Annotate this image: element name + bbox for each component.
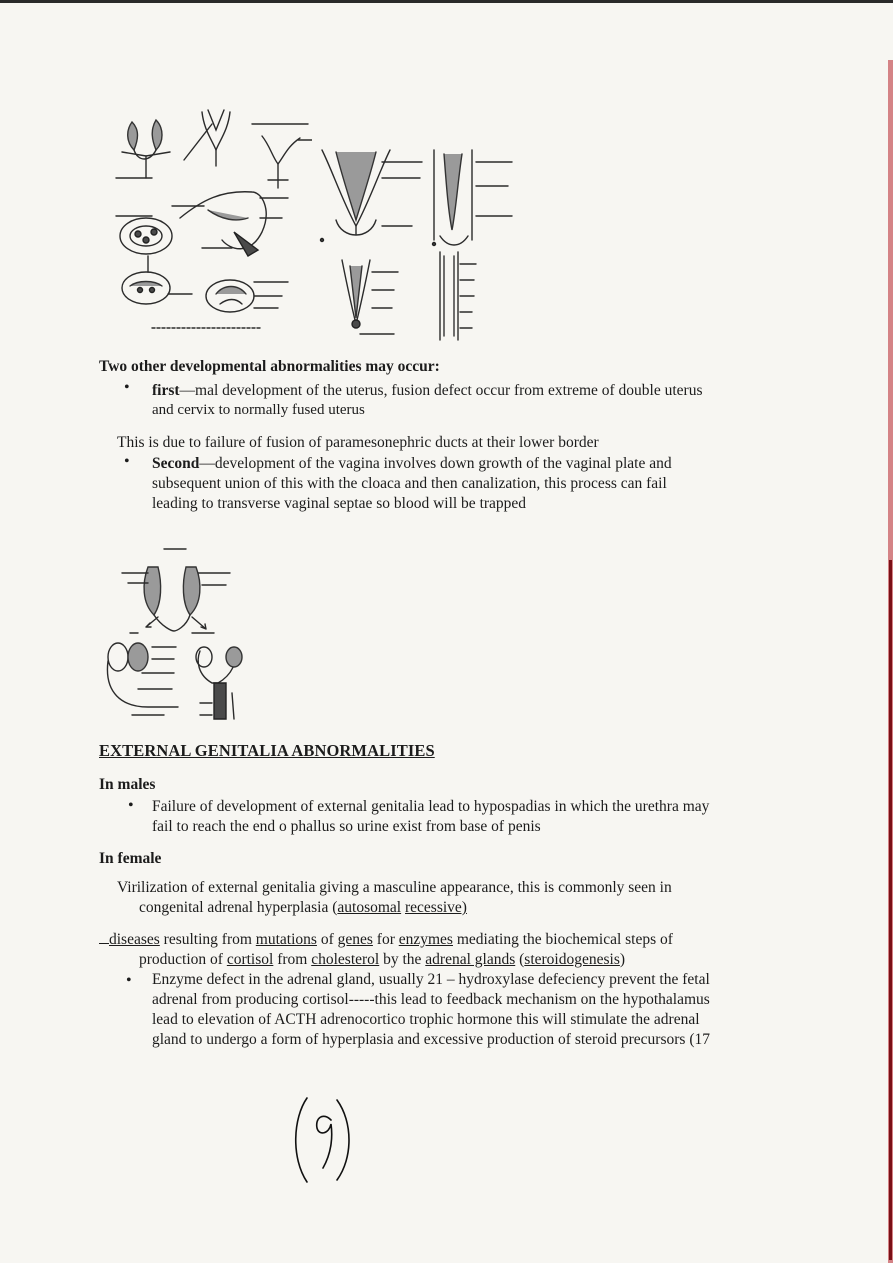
uterus-development-figure [112,100,312,340]
female-heading: In female [99,850,162,867]
males-heading: In males [99,776,156,793]
enzyme-line-1: Enzyme defect in the adrenal gland, usually 21 – hydroxylase defeciency prevent the fetal [152,971,710,988]
second-text-1: —development of the vagina involves down growth of the vaginal plate and [199,455,672,472]
second-line-1 [152,454,672,474]
diseases-line-2: production of cortisol from cholesterol by the adrenal glands (steroidogenesis) [139,951,626,968]
enzyme-line-3: lead to elevation of ACTH adrenocortico trophic hormone this will stimulate the adrenal [152,1011,700,1028]
first-label: first [152,382,180,399]
female-line-2 [139,898,467,918]
scan-top-edge [0,0,893,3]
males-line-2: fail to reach the end o phallus so urine exist from base of penis [152,818,541,835]
vagina-canalization-figure [312,140,522,350]
second-line-3: leading to transverse vaginal septae so blood will be trapped [152,495,527,512]
enzyme-line-2: adrenal from producing cortisol-----this lead to feedback mechanism on the hypothalamus [152,991,710,1008]
diseases-line-1: diseases resulting from mutations of genes for enzymes mediating the biochemical steps of [99,930,673,950]
second-line-2: subsequent union of this with the cloaca and then canalization, this process can fail [152,475,667,492]
uterus-development-diagram-icon [112,100,312,340]
enzymes-link[interactable]: enzymes [398,931,453,948]
page-number [287,1088,357,1193]
steroidogenesis-link[interactable]: steroidogenesis [524,951,620,968]
vagina-canalization-diagram-icon [312,140,522,350]
scan-right-edge-dark [889,560,892,1260]
first-line-2: and cervix to normally fused uterus [152,402,365,418]
adrenal-glands-link[interactable]: adrenal glands [425,951,516,968]
handwritten-page-number-icon [287,1088,357,1188]
cah-text: congenital adrenal hyperplasia ( [139,899,338,916]
abnormalities-intro: Two other developmental abnormalities may occur: [99,358,440,375]
bullet-second: • [124,453,130,470]
bullet-first: • [124,379,130,396]
mutations-link[interactable]: mutations [255,931,317,948]
mullerian-fusion-figure [102,543,252,723]
first-text-1: —mal development of the uterus, fusion defect occur from extreme of double uterus [179,382,703,399]
underline-dash [99,943,109,944]
males-line-1: Failure of development of external genitalia lead to hypospadias in which the urethra may [152,798,710,815]
bullet-males: • [128,797,134,814]
enzyme-line-4: gland to undergo a form of hyperplasia and excessive production of steroid precursors (17 [152,1031,710,1048]
section-heading: EXTERNAL GENITALIA ABNORMALITIES [99,741,435,760]
mullerian-duct-fusion-diagram-icon [102,543,252,723]
cortisol-link[interactable]: cortisol [226,951,274,968]
genes-link[interactable]: genes [337,931,373,948]
diseases-link[interactable]: diseases [109,931,160,948]
recessive-link[interactable]: recessive) [405,899,467,916]
cholesterol-link[interactable]: cholesterol [311,951,380,968]
female-line-1: Virilization of external genitalia giving a masculine appearance, this is commonly seen in [117,879,672,896]
bullet-enzyme: • [126,972,132,989]
fusion-cause-text: This is due to failure of fusion of paramesonephric ducts at their lower border [117,434,599,451]
autosomal-link[interactable]: autosomal [337,899,402,916]
first-line-1 [152,381,703,401]
second-label: Second [152,455,200,472]
